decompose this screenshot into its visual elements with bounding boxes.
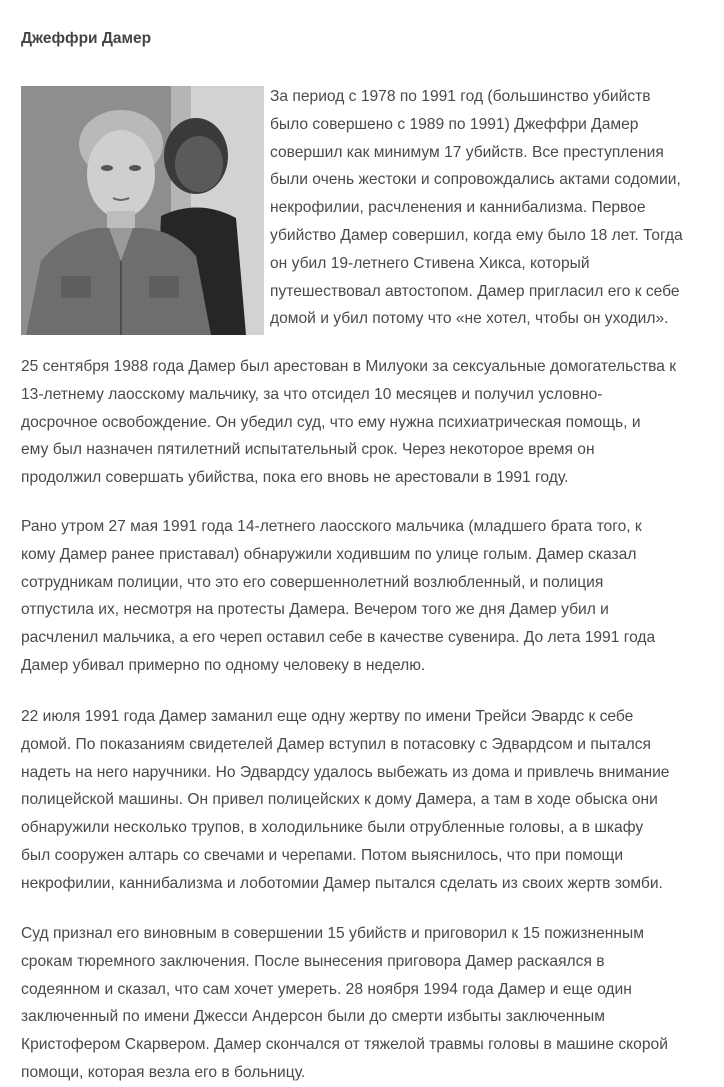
text-line: расчленил мальчика, а его череп оставил себе в качестве сувенира. До лета 1991 года [21,629,656,647]
text-line: кому Дамер ранее приставал) обнаружили ходившим по улице голым. Дамер сказал [21,545,637,563]
text-line: совершил как минимум 17 убийств. Все преступления [270,143,664,161]
article-title: Джеффри Дамер [21,30,152,47]
text-line: срокам тюремного заключения. После вынесения приговора Дамер раскаялся в [21,952,605,970]
paragraph-2 [21,353,721,492]
text-line: домой. По показаниям свидетелей Дамер вступил в потасовку с Эдвардсом и пытался [21,735,651,753]
text-line: было совершено с 1989 по 1991) Джеффри Дамер [270,115,639,133]
portrait-photo-icon [21,86,264,335]
text-line: Дамер убивал примерно по одному человеку в неделю. [21,656,426,674]
text-line: полицейской машины. Он привел полицейских к дому Дамера, а там в ходе обыска они [21,791,658,809]
paragraph-4 [21,703,721,898]
text-line: некрофилии, расчленения и каннибализма. Первое [270,199,646,217]
text-line: убийство Дамер совершил, когда ему было 18 лет. Тогда [270,226,683,244]
text-line: он убил 19-летнего Стивена Хикса, который [270,254,590,272]
text-line: ему был назначен пятилетний испытательный срок. Через некоторое время он [21,441,595,459]
text-line: 22 июля 1991 года Дамер заманил еще одну жертву по имени Трейси Эвардс к себе [21,708,634,725]
text-line: Кристофером Скарвером. Дамер скончался от тяжелой травмы головы в машине скорой [21,1036,668,1054]
paragraph-5 [21,920,721,1087]
text-line: некрофилии, каннибализма и лоботомии Дамер пытался сделать из своих жертв зомби. [21,874,663,892]
text-line: 25 сентября 1988 года Дамер был арестован в Милуоки за сексуальные домогательства к [21,358,677,375]
text-line: отпустила их, несмотря на протесты Дамера. Вечером того же дня Дамер убил и [21,601,609,619]
text-line: помощи, которая везла его в больницу. [21,1063,306,1081]
paragraph-3 [21,513,721,680]
text-line: Рано утром 27 мая 1991 года 14-летнего лаосского мальчика (младшего брата того, к [21,518,642,535]
text-line: 13-летнему лаосскому мальчику, за что отсидел 10 месяцев и получил условно- [21,385,603,403]
portrait-photo [21,86,264,335]
text-line: были очень жестоки и сопровождались актами содомии, [270,171,681,189]
text-line: надеть на него наручники. Но Эдвардсу удалось выбежать из дома и привлечь внимание [21,763,670,781]
text-line: содеянном и сказал, что сам хочет умереть. 28 ноября 1994 года Дамер и еще один [21,980,632,998]
text-line: За период с 1978 по 1991 год (большинство убийств [270,88,651,105]
text-line: путешествовал автостопом. Дамер пригласил его к себе [270,282,680,300]
text-line: домой и убил потому что «не хотел, чтобы он уходил». [270,310,669,328]
text-line: продолжил совершать убийства, пока его вновь не арестовали в 1991 году. [21,469,569,487]
text-line: заключенный по имени Джесси Андерсон были до смерти избыты заключенным [21,1008,605,1026]
text-line: Суд признал его виновным в совершении 15 убийств и приговорил к 15 пожизненным [21,925,644,942]
text-line: был сооружен алтарь со свечами и черепами. Потом выяснилось, что при помощи [21,846,624,864]
text-line: досрочное освобождение. Он убедил суд, что ему нужна психиатрическая помощь, и [21,413,641,431]
text-line: обнаружили несколько трупов, в холодильнике были отрубленные головы, а в шкафу [21,819,644,837]
text-line: сотрудникам полиции, что это его совершеннолетний возлюбленный, и полиция [21,573,604,591]
paragraph-1 [270,83,718,333]
